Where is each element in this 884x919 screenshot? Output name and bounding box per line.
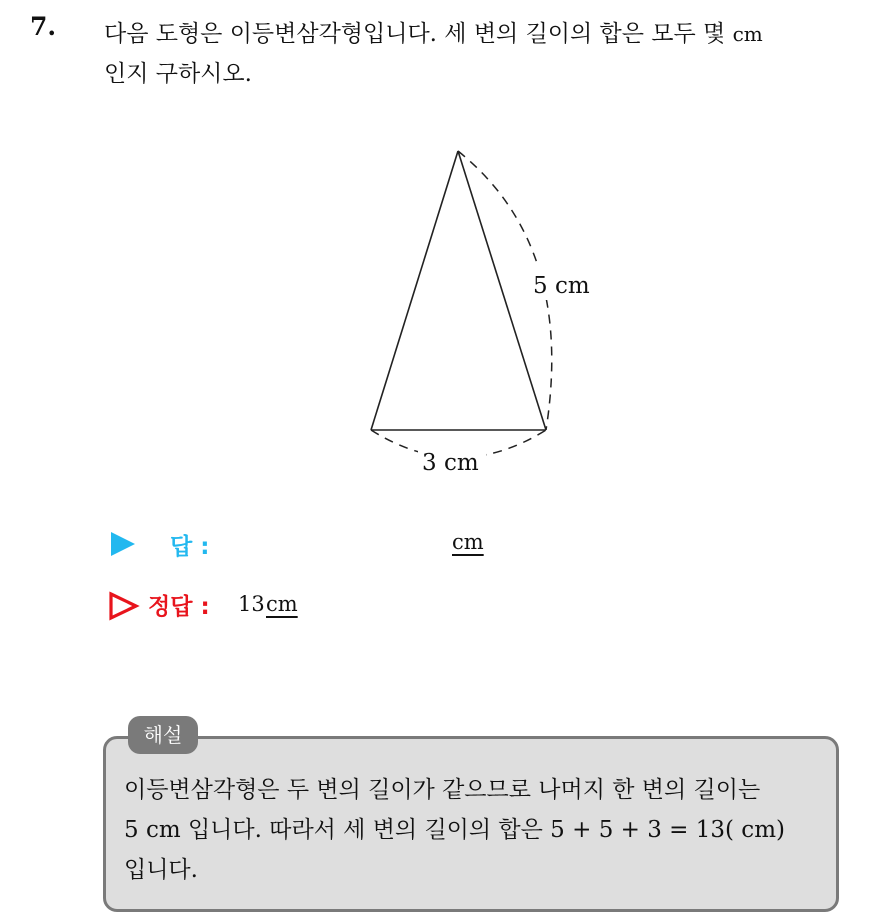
answer-unit[interactable]: cm bbox=[452, 530, 484, 554]
triangle-left-side bbox=[371, 151, 458, 430]
play-triangle-icon bbox=[111, 532, 135, 556]
correct-answer-label: 정답 : bbox=[148, 594, 210, 620]
answer-label: 답 : bbox=[170, 534, 210, 560]
side-length-label: 5 cm bbox=[533, 273, 590, 299]
answer-row bbox=[108, 528, 608, 562]
outline-triangle-icon bbox=[108, 591, 140, 621]
explanation-line2: 5 cm 입니다. 따라서 세 변의 길이의 합은 5 + 5 + 3 = 13( cm) bbox=[124, 817, 785, 843]
question-line2: 인지 구하시오. bbox=[104, 61, 252, 87]
explanation-line3: 입니다. bbox=[124, 857, 198, 883]
question-number: 7. bbox=[30, 12, 57, 41]
correct-answer-unit: cm bbox=[266, 592, 298, 616]
explanation-text bbox=[124, 770, 830, 890]
question-line1: 다음 도형은 이등변삼각형입니다. 세 변의 길이의 합은 모두 몇 bbox=[104, 21, 733, 47]
explanation-tab: 해설 bbox=[128, 716, 198, 754]
correct-answer-value: 13 bbox=[238, 592, 265, 616]
correct-answer-row bbox=[108, 588, 608, 622]
base-length-label: 3 cm bbox=[422, 450, 479, 476]
question-unit: cm bbox=[732, 22, 763, 46]
explanation-line1: 이등변삼각형은 두 변의 길이가 같으므로 나머지 한 변의 길이는 bbox=[124, 777, 761, 803]
